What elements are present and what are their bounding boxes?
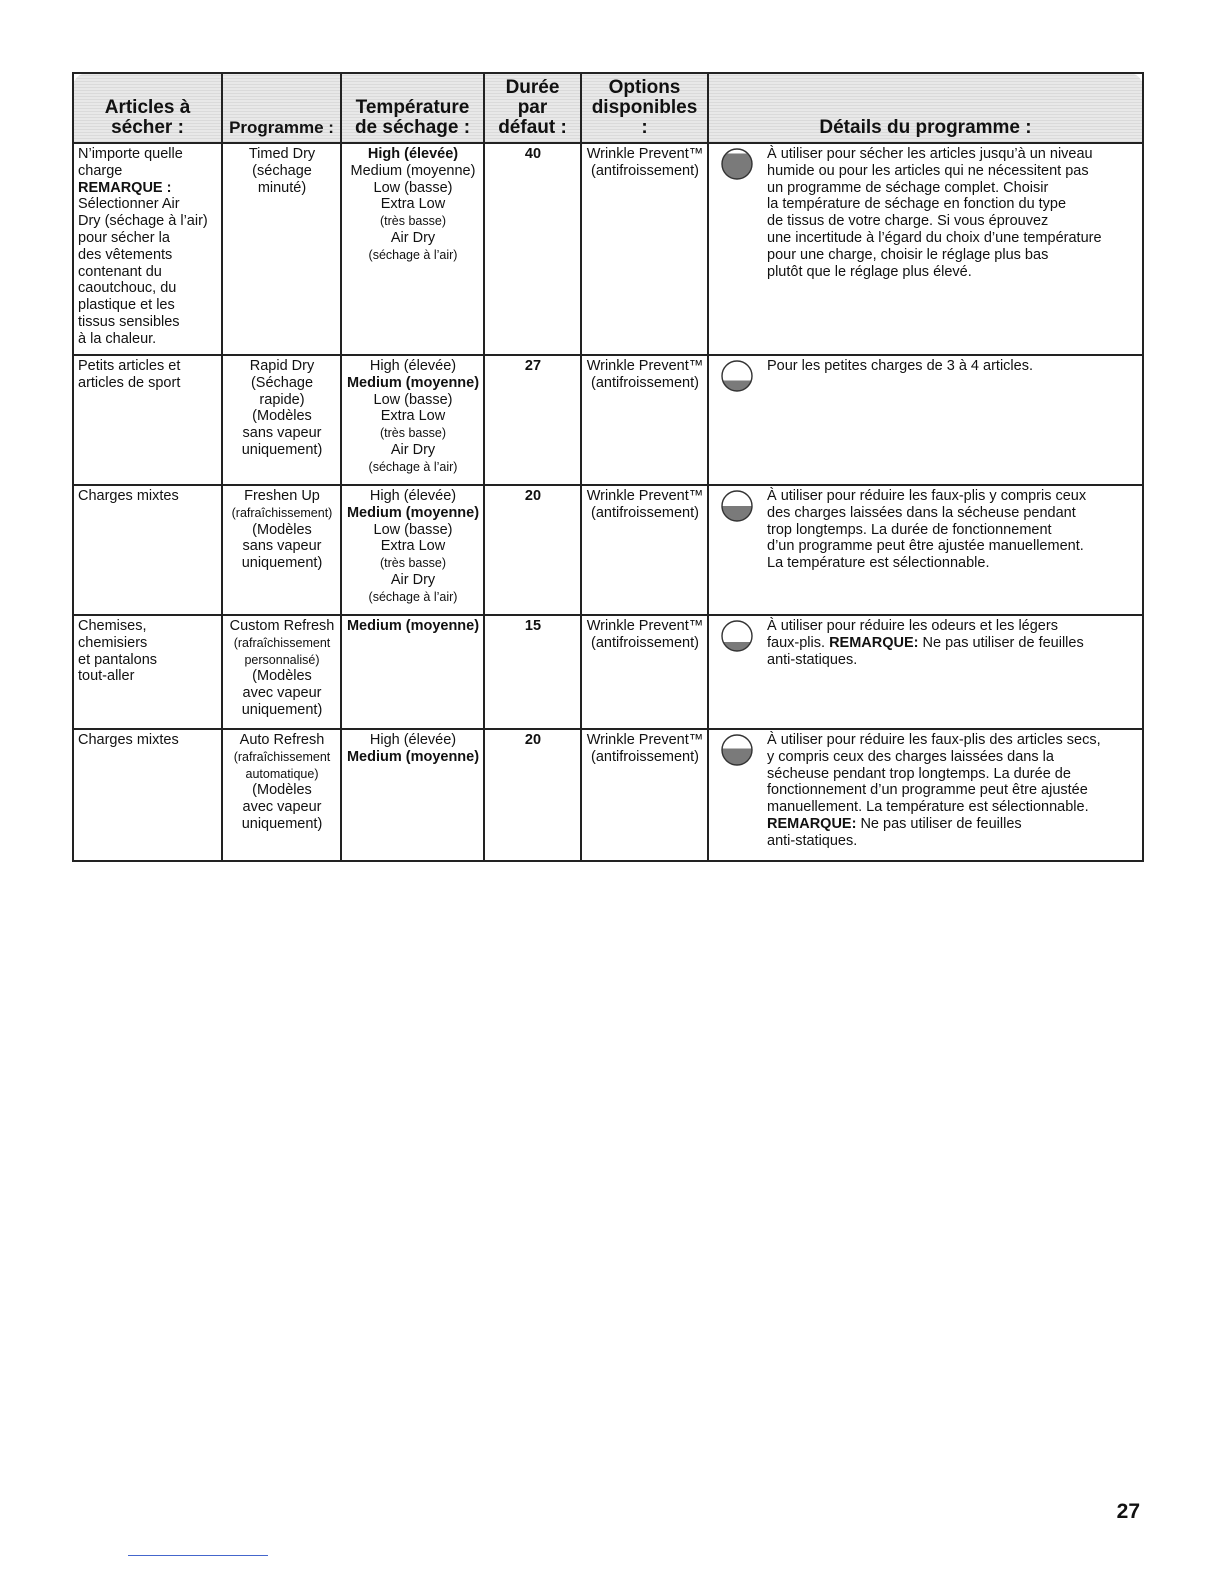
programme-line: (Modèles: [252, 408, 312, 425]
details-line: [767, 196, 1139, 213]
temperature-option: High (élevée): [369, 488, 457, 504]
details-text-run: de tissus de votre charge. Si vous éprouvez: [767, 213, 1049, 230]
articles-line: caoutchouc, du: [78, 280, 177, 297]
details-text-run: un programme de séchage complet. Choisir: [767, 179, 1049, 196]
cell-details: [708, 615, 1143, 729]
cell-temperature: [341, 485, 484, 615]
option-line: (antifroissement): [591, 162, 699, 179]
dryness-level-fill: [722, 749, 752, 766]
header-duration-line-2: par: [517, 97, 548, 118]
footer-rule: [128, 1555, 268, 1556]
header-duration-line-3: défaut :: [498, 117, 567, 138]
temperature-option: (séchage à l’air): [368, 247, 458, 262]
cell-programme: [222, 615, 341, 729]
details-text-run: faux-plis.: [767, 634, 830, 651]
programme-line: (Modèles: [252, 521, 312, 538]
details-line: [767, 635, 1139, 652]
header-duration: [484, 73, 581, 143]
programme-line: uniquement): [241, 701, 323, 718]
articles-line: à la chaleur.: [78, 330, 157, 347]
articles-line: pour sécher la: [78, 229, 170, 246]
details-content: [713, 146, 1139, 280]
programme-line: Freshen Up: [244, 488, 320, 504]
cell-options: [581, 355, 708, 485]
details-text-run: d’un programme peut être ajustée manuellement.: [767, 538, 1084, 555]
details-text-run: humide ou pour les articles qui ne nécessitent pas: [767, 162, 1089, 179]
option-line: Wrinkle Prevent™: [586, 146, 704, 162]
details-text-run: sécheuse pendant trop longtemps. La durée de: [767, 765, 1071, 782]
programme-line: Auto Refresh: [239, 732, 325, 748]
option-line: (antifroissement): [591, 374, 699, 391]
temperature-option: High (élevée): [369, 358, 457, 374]
cell-options: [581, 615, 708, 729]
programme-line: (rafraîchissement: [233, 635, 331, 650]
details-line: [767, 247, 1139, 264]
option-line: (antifroissement): [591, 748, 699, 765]
details-text-run: des charges laissées dans la sécheuse pendant: [767, 504, 1076, 521]
cell-programme: [222, 143, 341, 355]
articles-line: des vêtements: [78, 246, 173, 263]
option-line: Wrinkle Prevent™: [586, 358, 704, 374]
header-options-line-2: disponibles :: [591, 97, 698, 138]
details-text-run: une incertitude à l’égard du choix d’une température: [767, 229, 1102, 246]
temperature-option: Low (basse): [373, 179, 453, 196]
articles-line: et pantalons: [78, 651, 158, 668]
details-text-run: trop longtemps. La durée de fonctionnement: [767, 521, 1052, 538]
programme-line: Custom Refresh: [229, 618, 335, 634]
cell-options: [581, 729, 708, 861]
programme-line: uniquement): [241, 815, 323, 832]
cell-options: [581, 143, 708, 355]
program-table-wrapper: [72, 72, 1142, 862]
programme-line: (séchage: [252, 162, 312, 179]
details-text-run: À utiliser pour sécher les articles jusqu’à un niveau: [767, 146, 1093, 162]
details-line: [767, 732, 1139, 749]
cell-articles: [73, 615, 222, 729]
articles-line: charge: [78, 162, 123, 179]
cell-details: [708, 485, 1143, 615]
header-details: [708, 73, 1143, 143]
details-line: [767, 358, 1139, 375]
temperature-option: Air Dry: [390, 571, 436, 588]
cell-temperature: [341, 355, 484, 485]
dryness-level-icon: [721, 734, 753, 766]
temperature-option: (très basse): [380, 426, 446, 441]
articles-line: Petits articles et: [78, 358, 181, 374]
details-line: [767, 652, 1139, 669]
details-text-tail: Ne pas utiliser de feuilles: [918, 634, 1084, 651]
dryness-level-icon: [721, 490, 753, 522]
details-line: [767, 264, 1139, 281]
header-articles-line-1: Articles à: [104, 97, 191, 118]
articles-line: Charges mixtes: [78, 488, 179, 504]
articles-line: articles de sport: [78, 374, 181, 391]
details-text-run: anti-statiques.: [767, 651, 858, 668]
option-line: Wrinkle Prevent™: [586, 618, 704, 634]
table-header-row: [73, 73, 1143, 143]
table-row: [73, 729, 1143, 861]
cell-articles: [73, 355, 222, 485]
details-text-run: anti-statiques.: [767, 832, 858, 849]
cell-duration: 15: [484, 615, 581, 729]
details-line: [767, 180, 1139, 197]
temperature-option: (très basse): [380, 556, 446, 571]
details-text-run: pour une charge, choisir le réglage plus bas: [767, 246, 1049, 263]
temperature-option: Air Dry: [390, 441, 436, 458]
details-line: [767, 816, 1139, 833]
dryness-level-icon: [721, 148, 753, 180]
details-text-run: Pour les petites charges de 3 à 4 articles.: [767, 358, 1033, 374]
header-articles-line-2: sécher :: [111, 117, 184, 138]
details-line: [767, 782, 1139, 799]
option-line: (antifroissement): [591, 634, 699, 651]
programme-line: rapide): [259, 391, 305, 408]
temperature-option: Air Dry: [390, 229, 436, 246]
header-programme-label: Programme :: [229, 118, 334, 137]
cell-details: [708, 355, 1143, 485]
cell-articles: [73, 143, 222, 355]
temperature-option: Low (basse): [373, 521, 453, 538]
header-temperature: [341, 73, 484, 143]
articles-line: tout-aller: [78, 668, 135, 685]
articles-line: Dry (séchage à l’air): [78, 213, 208, 230]
header-options: [581, 73, 708, 143]
header-programme: [222, 73, 341, 143]
table-row: [73, 485, 1143, 615]
programme-line: Timed Dry: [248, 146, 316, 162]
articles-line: contenant du: [78, 263, 162, 280]
details-text-run: fonctionnement d’un programme peut être ajustée: [767, 782, 1088, 799]
remark-label: REMARQUE:: [829, 634, 919, 651]
temperature-option: Medium (moyenne): [346, 748, 480, 765]
cell-programme: [222, 355, 341, 485]
programme-line: uniquement): [241, 441, 323, 458]
programme-line: minuté): [257, 179, 307, 196]
details-content: [713, 488, 1139, 572]
articles-line: N’importe quelle: [78, 146, 183, 162]
table-body: [73, 143, 1143, 861]
option-line: Wrinkle Prevent™: [586, 732, 704, 748]
temperature-option: Low (basse): [373, 391, 453, 408]
table-row: [73, 355, 1143, 485]
page-number: 27: [1116, 1500, 1140, 1523]
option-line: Wrinkle Prevent™: [586, 488, 704, 504]
programme-line: (rafraîchissement): [231, 505, 333, 520]
cell-articles: [73, 485, 222, 615]
details-text-tail: Ne pas utiliser de feuilles: [856, 815, 1022, 832]
details-text-run: y compris ceux des charges laissées dans la: [767, 748, 1054, 765]
header-temperature-line-2: de séchage :: [354, 117, 471, 138]
temperature-option: Medium (moyenne): [350, 162, 476, 179]
details-line: [767, 749, 1139, 766]
details-text-run: À utiliser pour réduire les faux-plis y compris ceux: [767, 488, 1087, 504]
programme-line: (Modèles: [252, 668, 312, 685]
programme-line: avec vapeur: [242, 685, 322, 702]
details-text: [767, 732, 1139, 850]
table-row: [73, 143, 1143, 355]
cell-temperature: [341, 615, 484, 729]
programme-line: (Modèles: [252, 782, 312, 799]
details-text: [767, 618, 1139, 668]
details-content: [713, 732, 1139, 850]
articles-line: Charges mixtes: [78, 732, 179, 748]
programme-line: personnalisé): [244, 652, 320, 667]
cell-duration: 20: [484, 729, 581, 861]
cycle-guide-table: [72, 72, 1144, 862]
header-temperature-line-1: Température: [355, 97, 470, 118]
dryness-level-icon: [721, 620, 753, 652]
details-text: [767, 488, 1139, 572]
details-line: [767, 618, 1139, 635]
articles-line: plastique et les: [78, 297, 175, 314]
details-line: [767, 163, 1139, 180]
details-line: [767, 146, 1139, 163]
cell-duration: 40: [484, 143, 581, 355]
remark-label: REMARQUE:: [767, 815, 857, 832]
details-line: [767, 213, 1139, 230]
details-line: [767, 522, 1139, 539]
details-line: [767, 505, 1139, 522]
details-text-run: la température de séchage en fonction du type: [767, 196, 1067, 213]
articles-line: chemisiers: [78, 634, 148, 651]
header-options-line-1: Options: [608, 77, 681, 98]
cell-duration: 27: [484, 355, 581, 485]
details-line: [767, 488, 1139, 505]
option-line: (antifroissement): [591, 504, 699, 521]
header-details-label: Détails du programme :: [819, 117, 1032, 138]
details-text: [767, 358, 1139, 375]
temperature-option: (séchage à l’air): [368, 459, 458, 474]
temperature-option: Extra Low: [380, 408, 446, 425]
temperature-option: High (élevée): [367, 146, 459, 162]
temperature-option: (séchage à l’air): [368, 589, 458, 604]
cell-programme: [222, 485, 341, 615]
programme-line: automatique): [245, 766, 319, 781]
details-text-run: La température est sélectionnable.: [767, 555, 990, 572]
cell-duration: 20: [484, 485, 581, 615]
temperature-option: Medium (moyenne): [346, 374, 480, 391]
details-text-run: plutôt que le réglage plus élevé.: [767, 263, 972, 280]
details-line: [767, 538, 1139, 555]
details-content: [713, 618, 1139, 668]
temperature-option: Medium (moyenne): [346, 618, 480, 634]
articles-line: tissus sensibles: [78, 313, 180, 330]
details-line: [767, 555, 1139, 572]
dryness-level-fill: [722, 506, 752, 521]
programme-line: uniquement): [241, 555, 323, 572]
details-line: [767, 833, 1139, 850]
cell-options: [581, 485, 708, 615]
header-duration-line-1: Durée: [505, 77, 560, 98]
details-line: [767, 799, 1139, 816]
table-row: [73, 615, 1143, 729]
cell-articles: [73, 729, 222, 861]
temperature-option: Extra Low: [380, 196, 446, 213]
details-line: [767, 230, 1139, 247]
details-text-run: manuellement. La température est sélectionnable.: [767, 799, 1089, 816]
programme-line: sans vapeur: [242, 425, 322, 442]
programme-line: (rafraîchissement: [233, 749, 331, 764]
cell-temperature: [341, 143, 484, 355]
header-articles: [73, 73, 222, 143]
programme-line: avec vapeur: [242, 799, 322, 816]
details-text: [767, 146, 1139, 280]
programme-line: (Séchage: [250, 374, 314, 391]
cell-programme: [222, 729, 341, 861]
temperature-option: (très basse): [380, 214, 446, 229]
programme-line: Rapid Dry: [249, 358, 315, 374]
temperature-option: High (élevée): [369, 732, 457, 748]
dryness-level-icon: [721, 360, 753, 392]
articles-line: Sélectionner Air: [78, 196, 180, 213]
details-content: [713, 358, 1139, 392]
cell-temperature: [341, 729, 484, 861]
temperature-option: Medium (moyenne): [346, 504, 480, 521]
programme-line: sans vapeur: [242, 538, 322, 555]
articles-line: Chemises,: [78, 618, 147, 634]
temperature-option: Extra Low: [380, 538, 446, 555]
articles-line: REMARQUE :: [78, 179, 172, 196]
details-line: [767, 766, 1139, 783]
cell-details: [708, 143, 1143, 355]
cell-details: [708, 729, 1143, 861]
details-text-run: À utiliser pour réduire les odeurs et les légers: [767, 618, 1058, 634]
details-text-run: À utiliser pour réduire les faux-plis des articles secs,: [767, 732, 1101, 748]
